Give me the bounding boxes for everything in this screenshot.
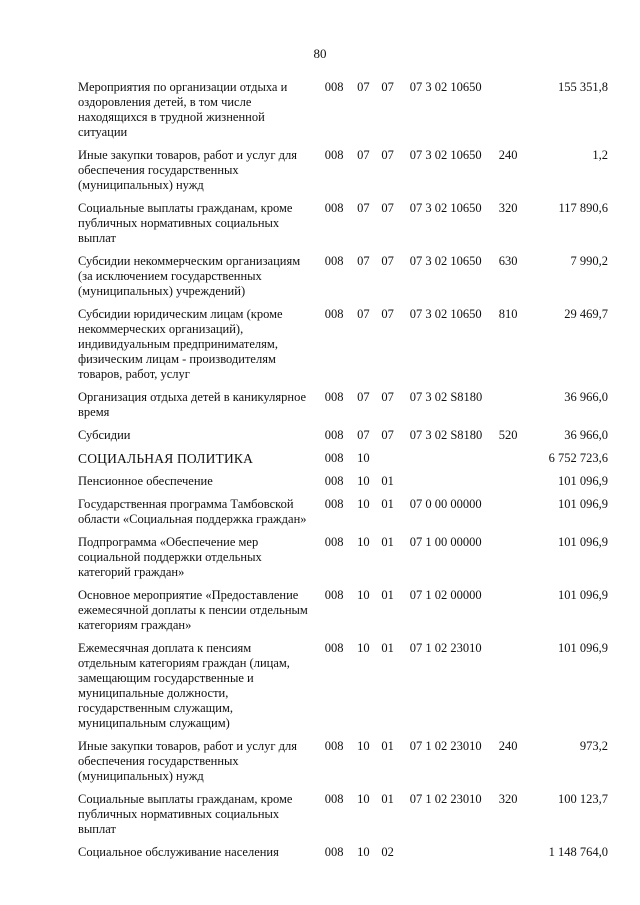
row-ved-code: 008 [324,845,344,859]
row-target-article: 07 3 02 10650 [409,148,482,162]
row-amount: 6 752 723,6 [548,451,608,465]
budget-table [78,80,608,868]
row-section-code: 10 [357,739,370,753]
row-name: Ежемесячная доплата к пенсиям отдельным категориям граждан (лицам, замещающим государственные и муниципальные должности, государственным служащим, муниципальным служащим) [78,641,290,730]
row-subsection-code: 07 [381,390,394,404]
row-amount: 100 123,7 [558,792,608,806]
row-name: Социальные выплаты гражданам, кроме публичных нормативных социальных выплат [78,792,293,836]
table-row [78,845,608,868]
row-name: Иные закупки товаров, работ и услуг для обеспечения государственных (муниципальных) нужд [78,148,298,192]
row-ved-code: 008 [324,739,344,753]
row-expense-type [499,451,533,474]
row-amount: 101 096,9 [558,588,608,602]
row-ved-code: 008 [324,201,344,215]
row-subsection-code: 01 [381,497,394,511]
row-name: Основное мероприятие «Предоставление ежемесячной доплаты к пенсии отдельным категориям граждан» [78,588,308,632]
row-target-article: 07 3 02 S8180 [409,390,483,404]
row-expense-type: 240 [498,148,518,162]
table-row [78,451,608,474]
table-row [78,739,608,792]
row-subsection-code: 01 [381,739,394,753]
row-expense-type: 320 [498,792,518,806]
row-section-code: 10 [357,474,370,488]
table-row [78,792,608,845]
row-section-code: 07 [357,80,370,94]
row-section-code: 07 [357,254,370,268]
row-ved-code: 008 [324,474,344,488]
row-ved-code: 008 [324,497,344,511]
page-number: 80 [313,46,327,61]
row-amount: 155 351,8 [558,80,608,94]
row-name: Субсидии некоммерческим организациям (за исключением государственных (муниципальных) учреждений) [78,254,301,298]
row-expense-type [499,497,533,535]
table-row [78,201,608,254]
table-row [78,80,608,148]
row-subsection-code: 07 [381,80,394,94]
row-amount: 7 990,2 [570,254,608,268]
table-row [78,474,608,497]
row-name: Социальные выплаты гражданам, кроме публичных нормативных социальных выплат [78,201,293,245]
row-amount: 973,2 [579,739,608,753]
row-target-article: 07 3 02 10650 [409,201,482,215]
table-row [78,390,608,428]
row-name: Субсидии [78,428,131,442]
row-subsection-code: 01 [381,641,394,655]
row-amount: 29 469,7 [564,307,608,321]
row-amount: 117 890,6 [558,201,608,215]
row-section-code: 10 [357,792,370,806]
row-section-code: 10 [357,451,370,465]
row-amount: 36 966,0 [564,390,608,404]
row-amount: 36 966,0 [564,428,608,442]
row-name: Пенсионное обеспечение [78,474,213,488]
row-section-code: 07 [357,148,370,162]
row-expense-type [499,641,533,739]
row-section-code: 10 [357,497,370,511]
row-amount: 101 096,9 [558,641,608,655]
table-row [78,148,608,201]
row-subsection-code [381,451,409,474]
row-ved-code: 008 [324,390,344,404]
row-subsection-code: 01 [381,588,394,602]
row-expense-type [499,845,533,868]
table-row [78,497,608,535]
row-target-article: 07 1 02 00000 [409,588,482,602]
row-name: Субсидии юридическим лицам (кроме некоммерческих организаций), индивидуальным предпринимателям, физическим лицам - производителям товаров, работ, услуг [78,307,283,381]
row-expense-type [499,474,533,497]
row-subsection-code: 07 [381,254,394,268]
row-target-article [410,451,499,474]
table-row [78,641,608,739]
row-target-article: 07 3 02 10650 [409,307,482,321]
row-name: Организация отдыха детей в каникулярное время [78,390,307,419]
row-subsection-code: 07 [381,201,394,215]
row-target-article [410,845,499,868]
row-section-code: 07 [357,307,370,321]
row-ved-code: 008 [324,641,344,655]
row-expense-type: 810 [498,307,518,321]
row-target-article: 07 3 02 S8180 [409,428,483,442]
row-subsection-code: 07 [381,148,394,162]
row-subsection-code: 01 [381,535,394,549]
row-section-code: 07 [357,428,370,442]
table-row [78,535,608,588]
row-target-article [410,474,499,497]
row-ved-code: 008 [324,80,344,94]
table-row [78,254,608,307]
row-ved-code: 008 [324,535,344,549]
row-subsection-code: 07 [381,428,394,442]
row-name: СОЦИАЛЬНАЯ ПОЛИТИКА [78,451,254,466]
row-section-code: 07 [357,201,370,215]
row-section-code: 10 [357,845,370,859]
row-ved-code: 008 [324,254,344,268]
row-target-article: 07 3 02 10650 [409,254,482,268]
row-section-code: 10 [357,588,370,602]
table-row [78,307,608,390]
row-subsection-code: 01 [381,474,394,488]
table-row [78,588,608,641]
table-row [78,428,608,451]
row-target-article: 07 3 02 10650 [409,80,482,94]
row-section-code: 10 [357,535,370,549]
row-target-article: 07 1 02 23010 [409,641,482,655]
row-expense-type: 520 [498,428,518,442]
row-expense-type [499,390,533,428]
row-ved-code: 008 [324,148,344,162]
row-subsection-code: 01 [381,792,394,806]
budget-table-body [78,80,608,868]
row-name: Социальное обслуживание населения [78,845,279,859]
row-amount: 1,2 [592,148,608,162]
row-name: Государственная программа Тамбовской области «Социальная поддержка граждан» [78,497,307,526]
row-target-article: 07 1 02 23010 [409,792,482,806]
row-target-article: 07 0 00 00000 [409,497,482,511]
row-amount: 101 096,9 [558,497,608,511]
row-target-article: 07 1 00 00000 [409,535,482,549]
row-amount: 101 096,9 [558,474,608,488]
row-amount: 101 096,9 [558,535,608,549]
row-subsection-code: 07 [381,307,394,321]
row-ved-code: 008 [324,428,344,442]
row-ved-code: 008 [324,307,344,321]
row-section-code: 10 [357,641,370,655]
row-target-article: 07 1 02 23010 [409,739,482,753]
row-expense-type: 630 [498,254,518,268]
row-expense-type: 240 [498,739,518,753]
row-expense-type [499,535,533,588]
row-ved-code: 008 [324,792,344,806]
row-expense-type: 320 [498,201,518,215]
row-section-code: 07 [357,390,370,404]
row-expense-type [499,80,533,148]
row-ved-code: 008 [324,451,344,465]
row-name: Иные закупки товаров, работ и услуг для обеспечения государственных (муниципальных) нужд [78,739,298,783]
row-name: Мероприятия по организации отдыха и оздоровления детей, в том числе находящихся в трудной жизненной ситуации [78,80,288,139]
row-amount: 1 148 764,0 [548,845,608,859]
row-expense-type [499,588,533,641]
row-subsection-code: 02 [381,845,394,859]
row-name: Подпрограмма «Обеспечение мер социальной поддержки отдельных категорий граждан» [78,535,262,579]
row-ved-code: 008 [324,588,344,602]
